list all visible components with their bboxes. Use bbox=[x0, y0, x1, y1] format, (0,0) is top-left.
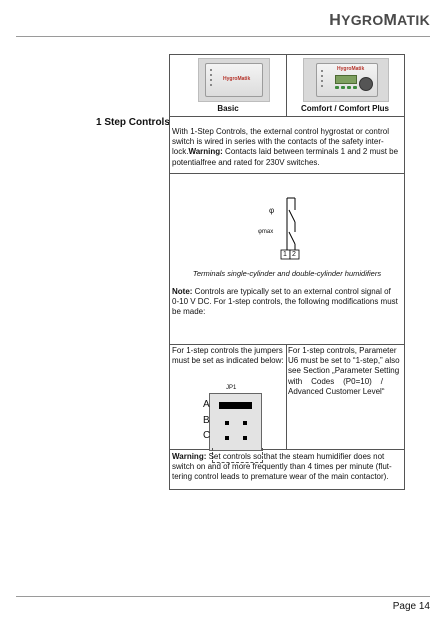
text-line: must be set as indicated below: bbox=[172, 356, 284, 366]
table-divider bbox=[170, 449, 404, 450]
status-led bbox=[321, 75, 323, 77]
status-led bbox=[321, 85, 323, 87]
control-knob-icon bbox=[359, 77, 373, 91]
basic-device-image bbox=[198, 58, 270, 102]
text-line: With 1-Step Controls, the external control hygrostat or control bbox=[172, 127, 389, 136]
jumper-label: JP1 bbox=[226, 385, 237, 391]
function-key bbox=[335, 86, 339, 89]
status-led bbox=[210, 69, 212, 71]
note-paragraph bbox=[172, 287, 402, 318]
parameter-instruction bbox=[288, 346, 402, 397]
text-line: tering control leads to premature wear of the main contactor). bbox=[172, 472, 389, 482]
jumper-pin bbox=[243, 421, 247, 425]
text-line: For 1-step controls the jumpers bbox=[172, 346, 283, 355]
table-divider bbox=[170, 116, 404, 117]
basic-control-panel bbox=[205, 63, 263, 97]
footer-divider bbox=[16, 596, 430, 597]
text-line: For 1-step controls, Parameter bbox=[288, 346, 397, 355]
column-header-comfort: Comfort / Comfort Plus bbox=[301, 104, 389, 113]
header-divider bbox=[16, 36, 430, 37]
text-line: see Section „Parameter Setting bbox=[288, 366, 400, 376]
jumper-bridge-a bbox=[219, 402, 252, 409]
jumper-row-a: A bbox=[203, 399, 210, 410]
text-line: 0-10 V DC. For 1-step controls, the following modifications must bbox=[172, 297, 398, 307]
jumper-block bbox=[209, 393, 262, 451]
warning-paragraph bbox=[172, 452, 402, 483]
status-led bbox=[210, 84, 212, 86]
text-line: potentialfree and rated for 230V switches. bbox=[172, 157, 320, 167]
column-divider bbox=[286, 344, 287, 449]
comfort-device-image bbox=[303, 58, 389, 102]
text-line: with Codes (P0=10) / bbox=[288, 376, 383, 386]
jumper-row-b: B bbox=[203, 415, 210, 426]
phi-label: φ bbox=[269, 206, 275, 215]
wiring-description bbox=[172, 127, 402, 168]
terminal-2-label: 2 bbox=[292, 251, 296, 258]
text-line: Advanced Customer Level“ bbox=[288, 386, 385, 396]
text-line: Warning: Set controls so that the steam humidifier does not bbox=[172, 452, 385, 461]
text-line: switch is wired in series with the contacts of the safety inter- bbox=[172, 137, 384, 147]
device-logo: HygroMatik bbox=[223, 76, 251, 82]
status-led bbox=[210, 74, 212, 76]
section-title: 1 Step Controls bbox=[96, 117, 170, 128]
jumper-pin bbox=[225, 421, 229, 425]
table-divider bbox=[170, 344, 404, 345]
page-number: Page 14 bbox=[392, 601, 430, 612]
brand-logo: HYGROMATIK bbox=[329, 12, 430, 29]
comfort-control-panel bbox=[316, 63, 378, 97]
text-line: Note: Controls are typically set to an external control signal of bbox=[172, 287, 391, 296]
text-line: U6 must be set to “1-step,” also bbox=[288, 356, 400, 366]
jumper-row-c: C bbox=[203, 430, 211, 441]
status-led bbox=[321, 70, 323, 72]
status-led bbox=[321, 80, 323, 82]
function-key bbox=[341, 86, 345, 89]
function-key bbox=[353, 86, 357, 89]
jumper-instruction bbox=[172, 346, 286, 366]
text-line: lock.Warning: Contacts laid between terminals 1 and 2 must be bbox=[172, 147, 399, 157]
text-line: be made: bbox=[172, 307, 206, 317]
table-divider bbox=[170, 173, 404, 174]
text-line: switch on and of more frequently than 4 times per minute (flut- bbox=[172, 462, 392, 472]
jumper-pin bbox=[243, 436, 247, 440]
function-key bbox=[347, 86, 351, 89]
terminal-1-label: 1 bbox=[283, 251, 287, 258]
device-logo: HygroMatik bbox=[337, 66, 365, 72]
lcd-display bbox=[335, 75, 357, 84]
jumper-pin bbox=[225, 436, 229, 440]
diagram-caption: Terminals single-cylinder and double-cylinder humidifiers bbox=[192, 269, 382, 278]
status-led bbox=[210, 79, 212, 81]
column-header-basic: Basic bbox=[217, 104, 239, 113]
phimax-label: φmax bbox=[258, 229, 274, 235]
